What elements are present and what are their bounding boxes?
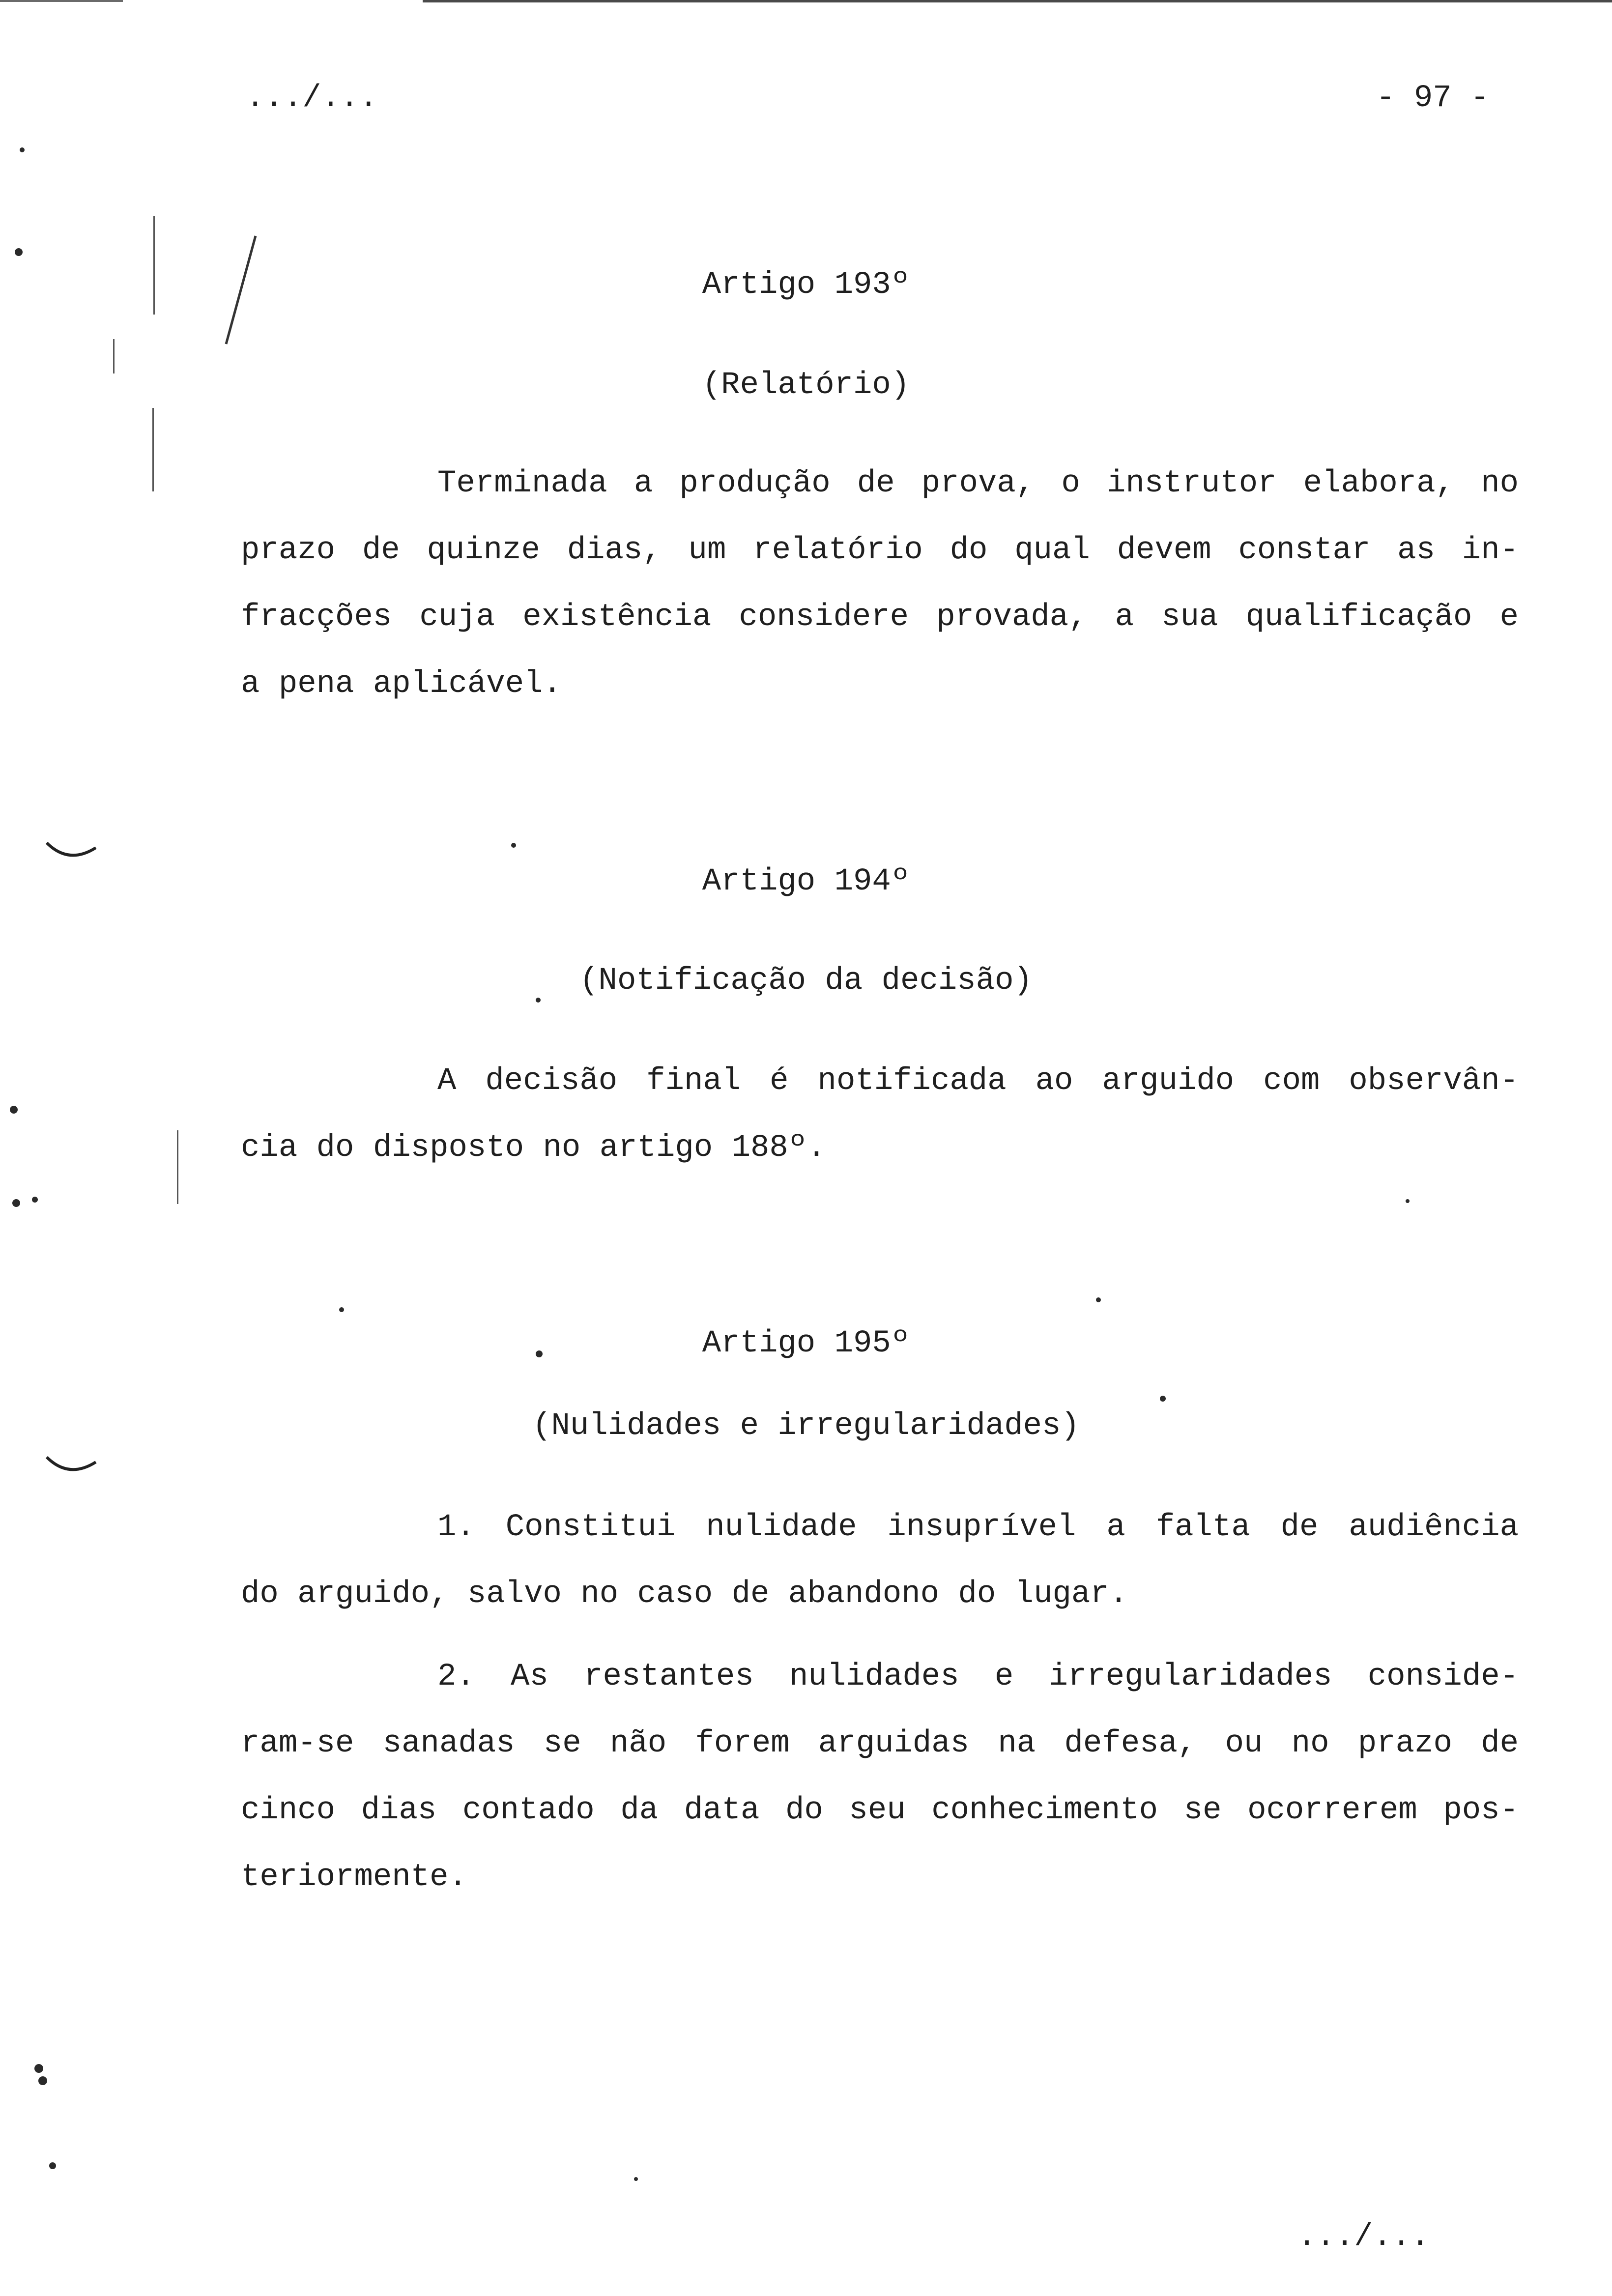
article-193-line-3: fracções cuja existência considere provada, a sua qualificação e [241, 600, 1519, 635]
scan-speck [10, 1106, 18, 1114]
article-193-line-1: Terminada a produção de prova, o instrutor elabora, no [437, 466, 1519, 501]
page-number: - 97 - [1376, 81, 1490, 116]
scan-speck [20, 147, 25, 152]
scan-speck [536, 998, 541, 1003]
scan-speck [634, 2177, 638, 2181]
scan-speck [536, 1350, 543, 1357]
scan-speck [1406, 1199, 1410, 1203]
scan-border-top-left [0, 0, 123, 2]
article-194-line-2: cia do disposto no artigo 188º. [241, 1130, 826, 1166]
scan-speck [12, 1199, 20, 1207]
scan-speck [511, 843, 516, 848]
scan-speck [15, 248, 23, 256]
article-195-title: (Nulidades e irregularidades) [532, 1408, 1080, 1444]
scan-speck [49, 2162, 56, 2169]
article-195-p2-line-1: 2. As restantes nulidades e irregularidades conside- [437, 1659, 1519, 1694]
scan-speck [38, 2076, 47, 2085]
article-195-p2-line-2: ram-se sanadas se não forem arguidas na defesa, ou no prazo de [241, 1726, 1519, 1761]
article-193-title: (Relatório) [702, 368, 910, 403]
scan-speck [1160, 1396, 1166, 1402]
scan-mark-line [177, 1130, 178, 1204]
article-195-number: Artigo 195º [702, 1326, 910, 1361]
scan-mark-line [113, 339, 115, 373]
footer-continuation: .../... [1297, 2219, 1430, 2255]
article-193-line-2: prazo de quinze dias, um relatório do qual devem constar as in- [241, 533, 1519, 568]
scan-curve-mark [44, 835, 103, 870]
article-194-number: Artigo 194º [702, 864, 910, 899]
article-194-title: (Notificação da decisão) [579, 963, 1033, 999]
scan-speck [32, 1197, 38, 1203]
article-193-number: Artigo 193º [702, 267, 910, 303]
article-194-line-1: A decisão final é notificada ao arguido com observân- [437, 1063, 1519, 1099]
article-195-p2-line-3: cinco dias contado da data do seu conhecimento se ocorrerem pos- [241, 1793, 1519, 1828]
scan-speck [1096, 1297, 1101, 1302]
scan-slash-mark [216, 231, 260, 349]
scan-border-top-right [423, 0, 1612, 2]
header-continuation: .../... [246, 81, 378, 116]
article-193-line-4: a pena aplicável. [241, 666, 562, 702]
article-195-p1-line-1: 1. Constitui nulidade insuprível a falta de audiência [437, 1510, 1519, 1545]
scan-mark-line [152, 408, 154, 491]
article-195-p1-line-2: do arguido, salvo no caso de abandono do lugar. [241, 1577, 1128, 1612]
scan-speck [339, 1307, 344, 1312]
scan-speck [34, 2064, 43, 2073]
scan-mark-line [153, 216, 155, 315]
scan-curve-mark [44, 1450, 103, 1484]
article-195-p2-line-4: teriormente. [241, 1860, 467, 1895]
